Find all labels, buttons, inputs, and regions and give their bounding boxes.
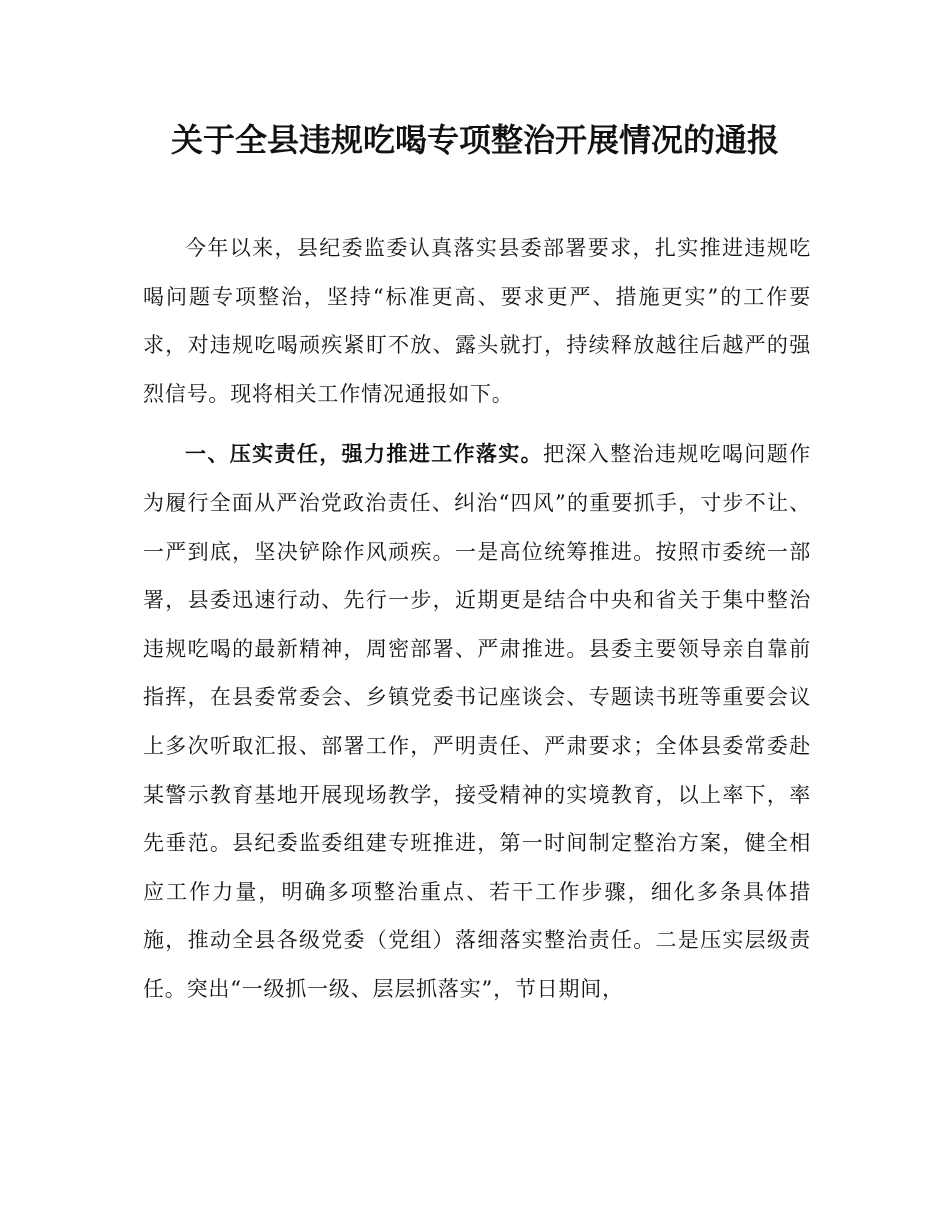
section-one-paragraph bbox=[143, 430, 811, 1013]
document-body bbox=[143, 224, 811, 1014]
document-title: 关于全县违规吃喝专项整治开展情况的通报 bbox=[170, 121, 779, 159]
paragraph-spacer bbox=[143, 418, 811, 430]
section-one-text: 把深入整治违规吃喝问题作为履行全面从严治党政治责任、纠治“四风”的重要抓手，寸步不让、一严到底，坚决铲除作风顽疾。一是高位统筹推进。按照市委统一部署，县委迅速行动、先行一步，近期更是结合中央和省关于集中整治违规吃喝的最新精神，周密部署、严肃推进。县委主要领导亲自靠前指挥，在县委常委会、乡镇党委书记座谈会、专题读书班等重要会议上多次听取汇报、部署工作，严明责任、严肃要求；全体县委常委赴某警示教育基地开展现场教学，接受精神的实境教育，以上率下，率先垂范。县纪委监委组建专班推进，第一时间制定整治方案，健全相应工作力量，明确多项整治重点、若干工作步骤，细化多条具体措施，推动全县各级党委（党组）落细落实整治责任。二是压实层级责任。突出“一级抓一级、层层抓落实”，节日期间， bbox=[143, 442, 811, 1001]
section-one-heading: 一、压实责任，强力推进工作落实。 bbox=[185, 442, 544, 467]
intro-paragraph: 今年以来，县纪委监委认真落实县委部署要求，扎实推进违规吃喝问题专项整治，坚持“标准更高、要求更严、措施更实”的工作要求，对违规吃喝顽疾紧盯不放、露头就打，持续释放越往后越严的强烈信号。现将相关工作情况通报如下。 bbox=[143, 236, 811, 406]
